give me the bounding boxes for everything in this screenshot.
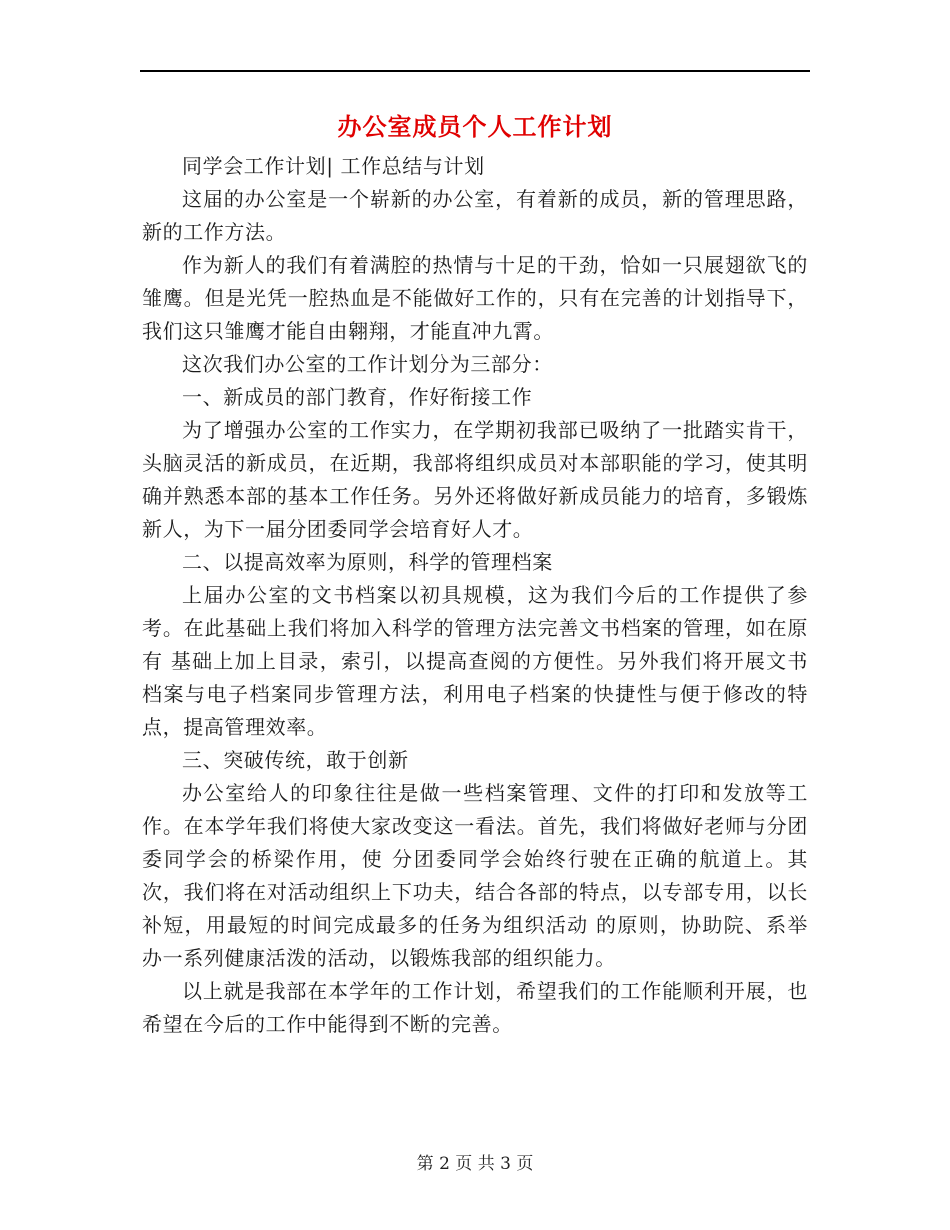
paragraph-intro: 这届的办公室是一个崭新的办公室，有着新的成员，新的管理思路，新的工作方法。 xyxy=(142,187,808,244)
section-heading-2: 二、以提高效率为原则，科学的管理档案 xyxy=(182,550,553,574)
paragraph-plan-overview: 这次我们办公室的工作计划分为三部分： xyxy=(182,352,553,376)
paragraph-conclusion: 以上就是我部在本学年的工作计划，希望我们的工作能顺利开展，也希望在今后的工作中能得到不断的完善。 xyxy=(142,979,808,1036)
paragraph-motivation: 作为新人的我们有着满腔的热情与十足的干劲，恰如一只展翅欲飞的雏鹰。但是光凭一腔热血是不能做好工作的，只有在完善的计划指导下，我们这只雏鹰才能自由翱翔，才能直冲九霄。 xyxy=(142,253,808,343)
header-rule xyxy=(140,70,810,72)
section-heading-3: 三、突破传统，敢于创新 xyxy=(182,748,409,772)
document-title: 办公室成员个人工作计划 xyxy=(337,112,613,141)
paragraph-section-1: 为了增强办公室的工作实力，在学期初我部已吸纳了一批踏实肯干，头脑灵活的新成员，在近期，我部将组织成员对本部职能的学习，使其明确并熟悉本部的基本工作任务。另外还将做好新成员能力的培育，多锻炼新人，为下一届分团委同学会培育好人才。 xyxy=(142,418,808,541)
paragraph-subtitle: 同学会工作计划| 工作总结与计划 xyxy=(182,154,485,178)
document-body xyxy=(142,150,808,1041)
paragraph-section-3: 办公室给人的印象往往是做一些档案管理、文件的打印和发放等工作。在本学年我们将使大家改变这一看法。首先，我们将做好老师与分团委同学会的桥梁作用，使 分团委同学会始终行驶在正确的航道上。其次，我们将在对活动组织上下功夫，结合各部的特点，以专部专用，以长补短，用最短的时间完成最多的任务为组织活动 的原则，协助院、系举办一系列健康活泼的活动，以锻炼我部的组织能力。 xyxy=(142,781,808,970)
paragraph-section-2: 上届办公室的文书档案以初具规模，这为我们今后的工作提供了参考。在此基础上我们将加入科学的管理方法完善文书档案的管理，如在原有 基础上加上目录，索引，以提高查阅的方便性。另外我们将开展文书档案与电子档案同步管理方法，利用电子档案的快捷性与便于修改的特点，提高管理效率。 xyxy=(142,583,808,739)
section-heading-1: 一、新成员的部门教育，作好衔接工作 xyxy=(182,385,533,409)
page-number-footer: 第 2 页 共 3 页 xyxy=(416,1154,534,1174)
